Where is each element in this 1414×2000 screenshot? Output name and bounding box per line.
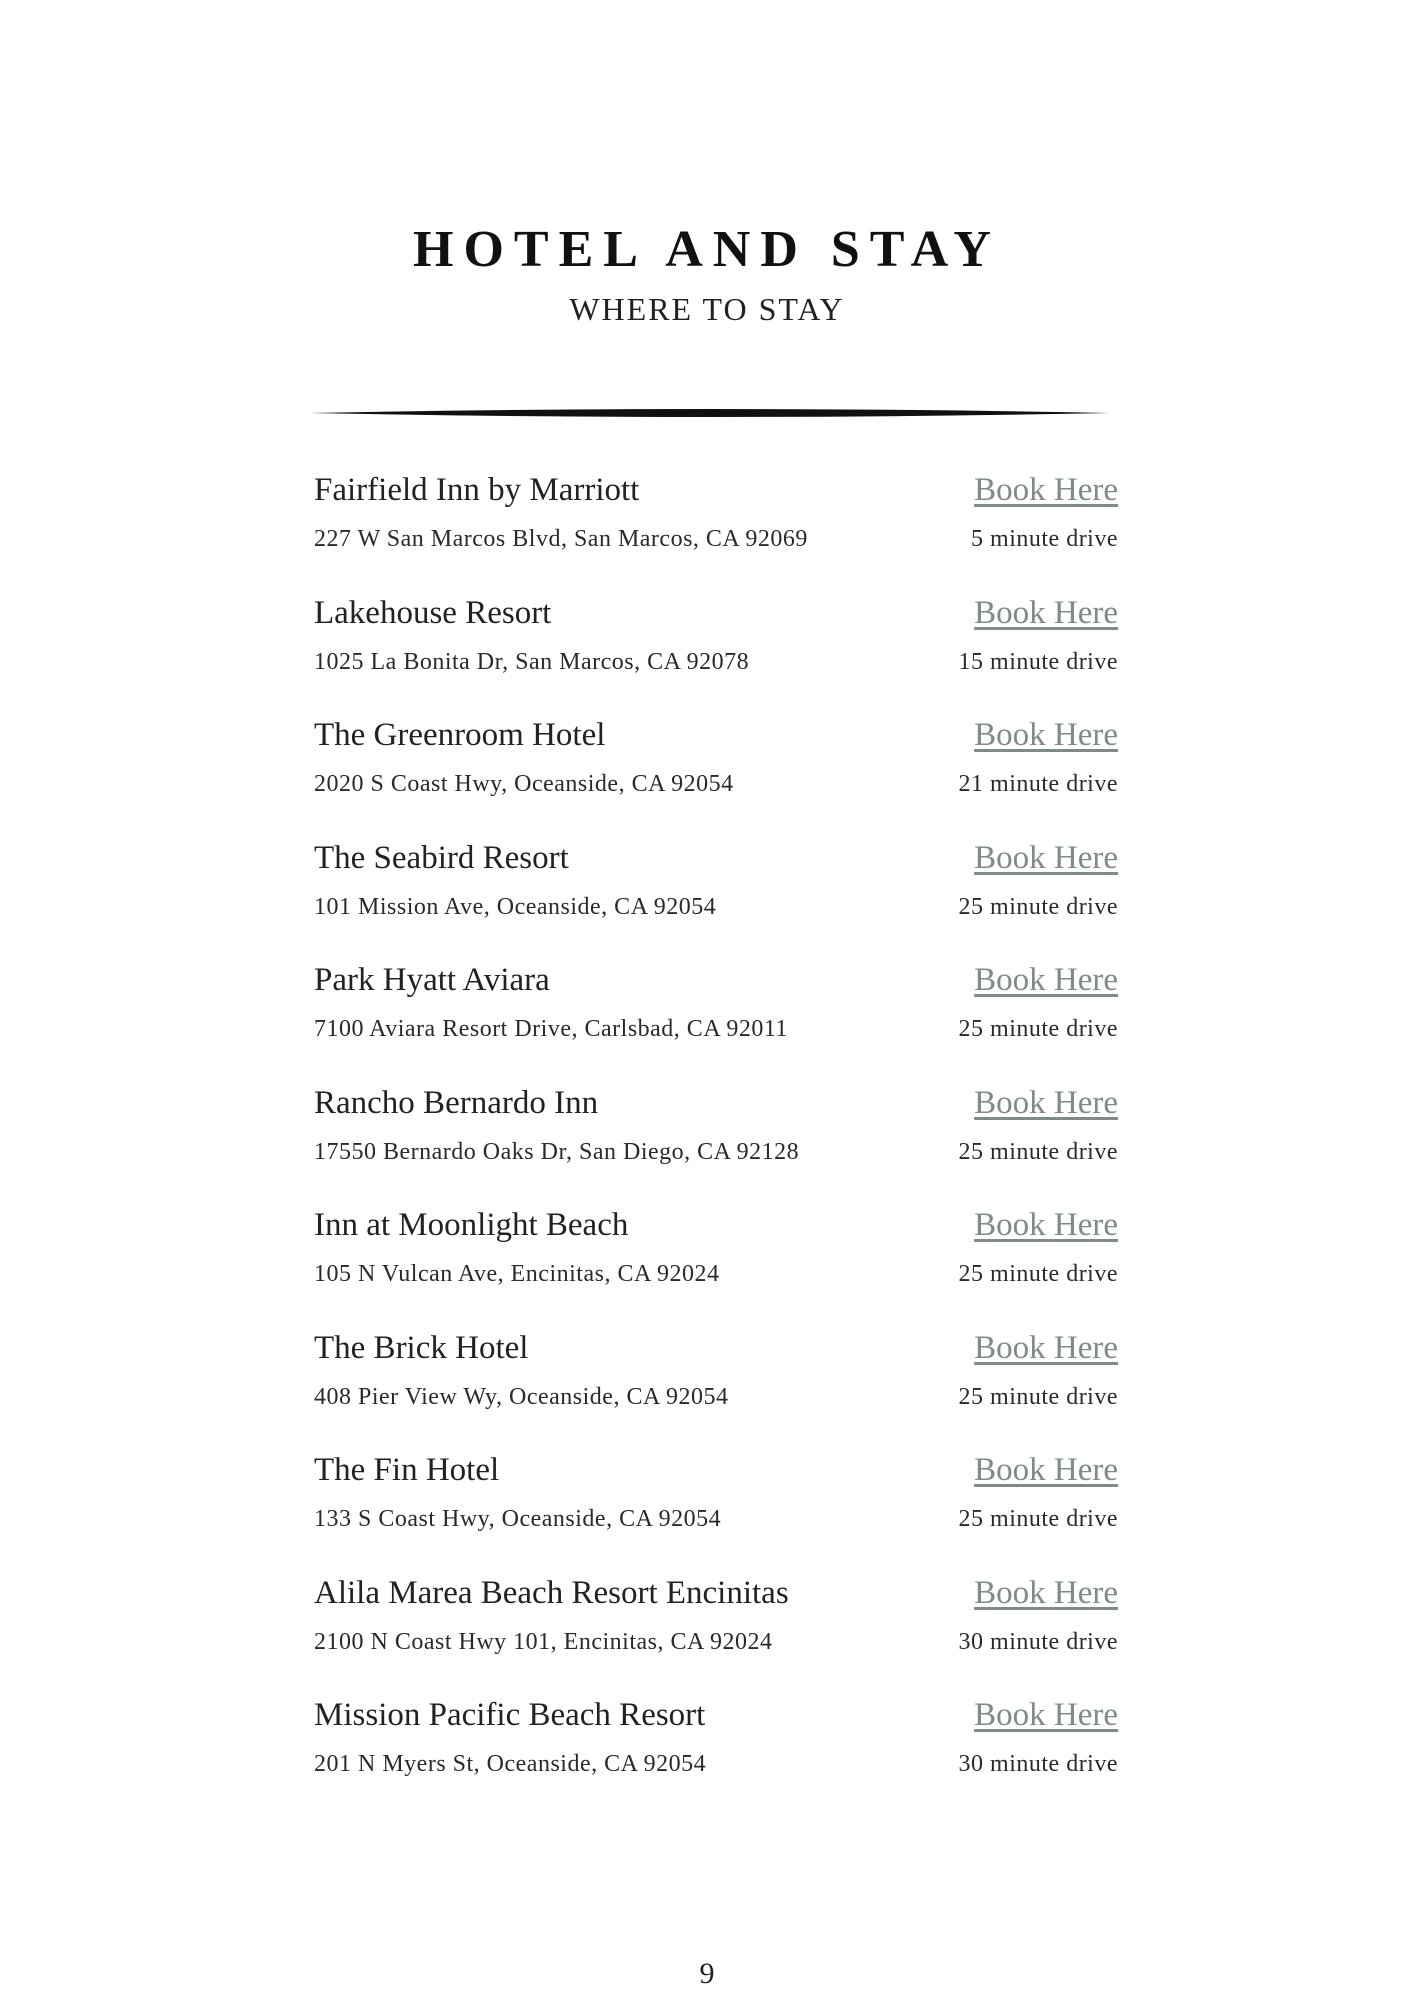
hotel-address: 408 Pier View Wy, Oceanside, CA 92054 [314,1383,729,1410]
book-here-link[interactable]: Book Here [974,1084,1118,1121]
hotel-address: 105 N Vulcan Ave, Encinitas, CA 92024 [314,1261,720,1287]
list-item [314,472,1118,595]
book-here-link[interactable]: Book Here [974,1207,1118,1243]
hotel-name: Park Hyatt Aviara [314,962,550,998]
hotel-name: The Fin Hotel [314,1452,500,1488]
book-here-link[interactable]: Book Here [974,472,1118,508]
list-item [314,1452,1118,1575]
drive-time: 5 minute drive [971,526,1118,552]
hotel-address: 1025 La Bonita Dr, San Marcos, CA 92078 [314,648,750,675]
book-here-link[interactable]: Book Here [974,962,1118,998]
drive-time: 21 minute drive [958,771,1118,797]
drive-time: 25 minute drive [958,1138,1118,1165]
book-here-link[interactable]: Book Here [974,1697,1118,1733]
book-here-link[interactable]: Book Here [974,1574,1118,1611]
hotel-name: Inn at Moonlight Beach [314,1207,629,1243]
hotel-name: Lakehouse Resort [314,594,552,631]
book-here-link[interactable]: Book Here [974,839,1118,876]
drive-time: 25 minute drive [958,1261,1118,1287]
hotel-name: Mission Pacific Beach Resort [314,1697,706,1733]
hotel-address: 227 W San Marcos Blvd, San Marcos, CA 92069 [314,526,808,552]
divider [310,406,1110,420]
drive-time: 25 minute drive [958,1506,1118,1532]
hotel-address: 101 Mission Ave, Oceanside, CA 92054 [314,893,717,920]
drive-time: 25 minute drive [958,893,1118,920]
drive-time: 25 minute drive [958,1383,1118,1410]
hotel-name: The Brick Hotel [314,1329,529,1366]
hotel-name: Rancho Bernardo Inn [314,1084,599,1121]
list-item [314,717,1118,840]
hotel-address: 133 S Coast Hwy, Oceanside, CA 92054 [314,1506,722,1532]
list-item [314,840,1118,963]
book-here-link[interactable]: Book Here [974,1452,1118,1488]
hotel-list [314,472,1118,1820]
book-here-link[interactable]: Book Here [974,717,1118,753]
page-subtitle: WHERE TO STAY [569,291,845,327]
page-number: 9 [699,1957,715,1990]
hotel-address: 7100 Aviara Resort Drive, Carlsbad, CA 92011 [314,1016,788,1042]
drive-time: 30 minute drive [958,1628,1118,1655]
book-here-link[interactable]: Book Here [974,1329,1118,1366]
hotel-address: 2020 S Coast Hwy, Oceanside, CA 92054 [314,771,734,797]
hotel-name: Alila Marea Beach Resort Encinitas [314,1574,789,1611]
book-here-link[interactable]: Book Here [974,594,1118,631]
hotel-address: 2100 N Coast Hwy 101, Encinitas, CA 92024 [314,1628,773,1655]
list-item [314,962,1118,1085]
hotel-address: 17550 Bernardo Oaks Dr, San Diego, CA 92128 [314,1138,800,1165]
drive-time: 15 minute drive [958,648,1118,675]
drive-time: 25 minute drive [958,1016,1118,1042]
hotel-address: 201 N Myers St, Oceanside, CA 92054 [314,1751,707,1777]
list-item [314,1207,1118,1330]
list-item [314,1697,1118,1820]
hotel-name: The Greenroom Hotel [314,717,606,753]
list-item [314,1085,1118,1208]
hotel-name: Fairfield Inn by Marriott [314,472,640,508]
list-item [314,1330,1118,1453]
hotel-name: The Seabird Resort [314,839,569,876]
page-title: HOTEL AND STAY [413,221,1001,278]
list-item [314,595,1118,718]
drive-time: 30 minute drive [958,1751,1118,1777]
list-item [314,1575,1118,1698]
